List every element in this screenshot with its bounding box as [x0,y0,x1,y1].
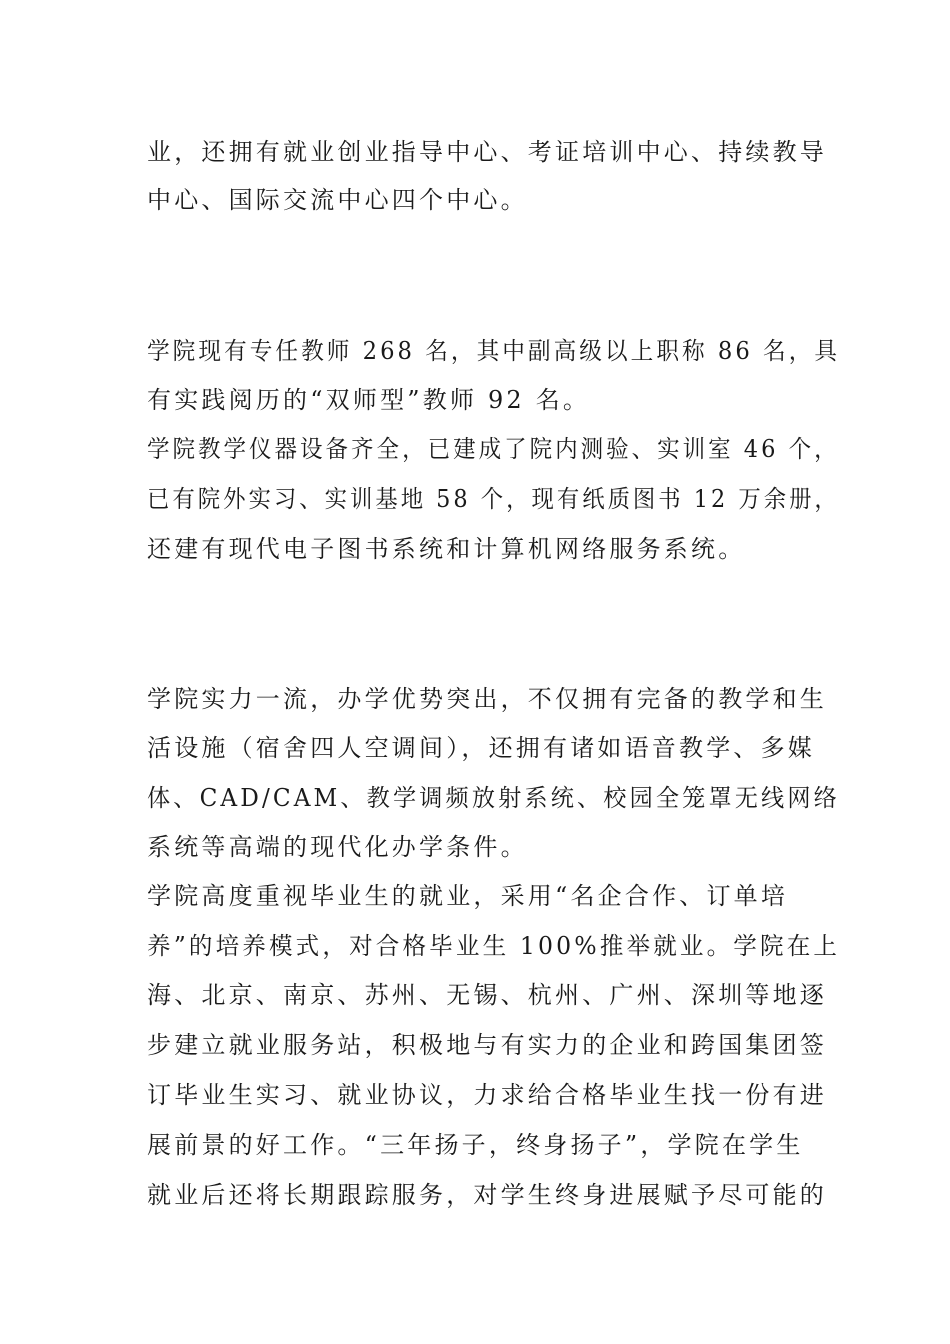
text-line: 已有院外实习、实训基地 58 个，现有纸质图书 12 万余册， [147,485,840,513]
text-line: 学院现有专任教师 268 名，其中副高级以上职称 86 名，具 [147,337,841,365]
text-line: 系统等高端的现代化办学条件。 [147,833,528,861]
text-line: 就业后还将长期跟踪服务，对学生终身进展赋予尽可能的 [147,1181,827,1209]
text-line: 学院实力一流，办学优势突出，不仅拥有完备的教学和生 [147,685,827,713]
text-line: 体、CAD/CAM、教学调频放射系统、校园全笼罩无线网络 [147,784,840,812]
text-line: 业，还拥有就业创业指导中心、考证培训中心、持续教导 [147,138,827,166]
text-line: 海、北京、南京、苏州、无锡、杭州、广州、深圳等地逐 [147,981,827,1009]
text-line: 活设施（宿舍四人空调间），还拥有诸如语音教学、多媒 [147,734,815,762]
text-line: 学院教学仪器设备齐全，已建成了院内测验、实训室 46 个， [147,435,840,463]
text-line: 展前景的好工作。“三年扬子，终身扬子”，学院在学生 [147,1131,804,1159]
text-line: 还建有现代电子图书系统和计算机网络服务系统。 [147,535,746,563]
text-line: 步建立就业服务站，积极地与有实力的企业和跨国集团签 [147,1031,827,1059]
text-line: 学院高度重视毕业生的就业，采用“名企合作、订单培 [147,882,789,910]
text-line: 有实践阅历的“双师型”教师 92 名。 [147,386,591,414]
text-line: 养”的培养模式，对合格毕业生 100%推举就业。学院在上 [147,932,841,960]
text-line: 中心、国际交流中心四个中心。 [147,186,528,214]
text-line: 订毕业生实习、就业协议，力求给合格毕业生找一份有进 [147,1081,827,1109]
